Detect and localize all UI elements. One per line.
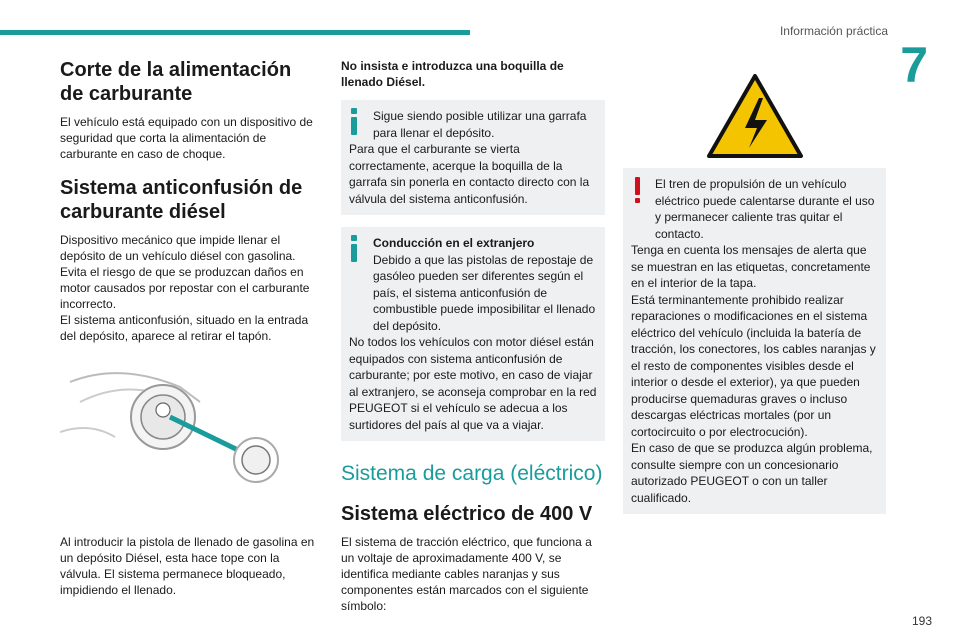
section-title: Información práctica <box>779 24 888 38</box>
heading-misfuel-prevention: Sistema anticonfusión de carburante diésel <box>60 177 303 223</box>
paragraph-pistol-blocked: Al introducir la pistola de llenado de gasolina en un depósito Diésel, esta hace tope con la válvula. El sistema permanece bloqueado, impidiendo el llenado. <box>60 535 315 597</box>
column-middle <box>341 58 605 624</box>
warning-contact: En caso de que se produzca algún problema, consulte siempre con un concesionario autorizado PEUGEOT o con un taller cualificado. <box>631 441 873 505</box>
paragraph-fuel-cutoff: El vehículo está equipado con un dispositivo de seguridad que corta la alimentación de carburante en caso de choque. <box>60 115 313 161</box>
chapter-number: 7 <box>900 37 928 93</box>
paragraph-400v-system: El sistema de tracción eléctrico, que funciona a un voltaje de aproximadamente 400 V, se identifica mediante cables naranjas y sus componentes están marcados con el siguiente símbolo: <box>341 535 592 613</box>
warning-labels: Tenga en cuenta los mensajes de alerta que se muestran en las etiquetas, concretamente en el interior de la tapa. <box>631 243 871 290</box>
warning-note-electric <box>623 168 886 514</box>
heading-400v-system: Sistema eléctrico de 400 V <box>341 503 593 525</box>
info-icon <box>351 235 357 263</box>
info-note-jerrycan <box>341 100 605 215</box>
heading-fuel-cutoff: Corte de la alimentación de carburante <box>60 59 292 105</box>
column-left <box>60 58 318 608</box>
paragraph-no-insist: No insista e introduzca una boquilla de llenado Diésel. <box>341 59 564 89</box>
note-jerrycan-rest: Para que el carburante se vierta correctamente, acerque la boquilla de la garrafa sin ponerla en contacto directo con la válvula del sistema anticonfusión. <box>349 142 590 206</box>
info-note-abroad <box>341 227 605 441</box>
note-abroad-title: Conducción en el extranjero <box>373 236 535 250</box>
header-accent-bar <box>0 30 470 35</box>
warning-icon <box>635 177 641 205</box>
note-jerrycan-first: Sigue siendo posible utilizar una garrafa para llenar el depósito. <box>373 109 587 140</box>
page-number: 193 <box>911 614 932 628</box>
fuel-filler-illustration <box>60 362 318 512</box>
high-voltage-symbol-icon <box>623 58 886 158</box>
warning-first: El tren de propulsión de un vehículo eléctrico puede calentarse durante el uso y permanecer caliente tras quitar el contacto. <box>655 177 875 241</box>
note-abroad-rest: No todos los vehículos con motor diésel están equipados con sistema anticonfusión de carburante; por este motivo, en caso de viajar al extranjero, se aconseja comprobar en la red PEUGEOT si el vehículo se adecua a los surtidores del país al que va a viajar. <box>349 335 597 432</box>
info-icon <box>351 108 357 136</box>
note-abroad-first: Debido a que las pistolas de repostaje de gasóleo pueden ser diferentes según el país, el sistema anticonfusión de combustible puede imposibilitar el llenado del depósito. <box>373 252 596 333</box>
warning-prohibited: Está terminantemente prohibido realizar reparaciones o modificaciones en el sistema eléctrico del vehículo (incluida la batería de tracción, los conectores, los cables naranjas y el resto de componentes visibles desde el interior o desde el exterior), ya que pueden producirse quemaduras graves o incluso descargas eléctricas mortales (por un cortocircuito o por electrocución). <box>631 292 876 439</box>
subsection-charging-system: Sistema de carga (eléctrico) <box>341 462 603 485</box>
paragraph-misfuel-desc: Dispositivo mecánico que impide llenar el depósito de un vehículo diésel con gasolina. Evita el riesgo de que se produzcan daños en motor causados por repostar con el carburante incorrecto. <box>60 233 310 311</box>
column-right <box>623 58 886 526</box>
paragraph-misfuel-location: El sistema anticonfusión, situado en la entrada del depósito, aparece al retirar el tapón. <box>60 313 309 343</box>
